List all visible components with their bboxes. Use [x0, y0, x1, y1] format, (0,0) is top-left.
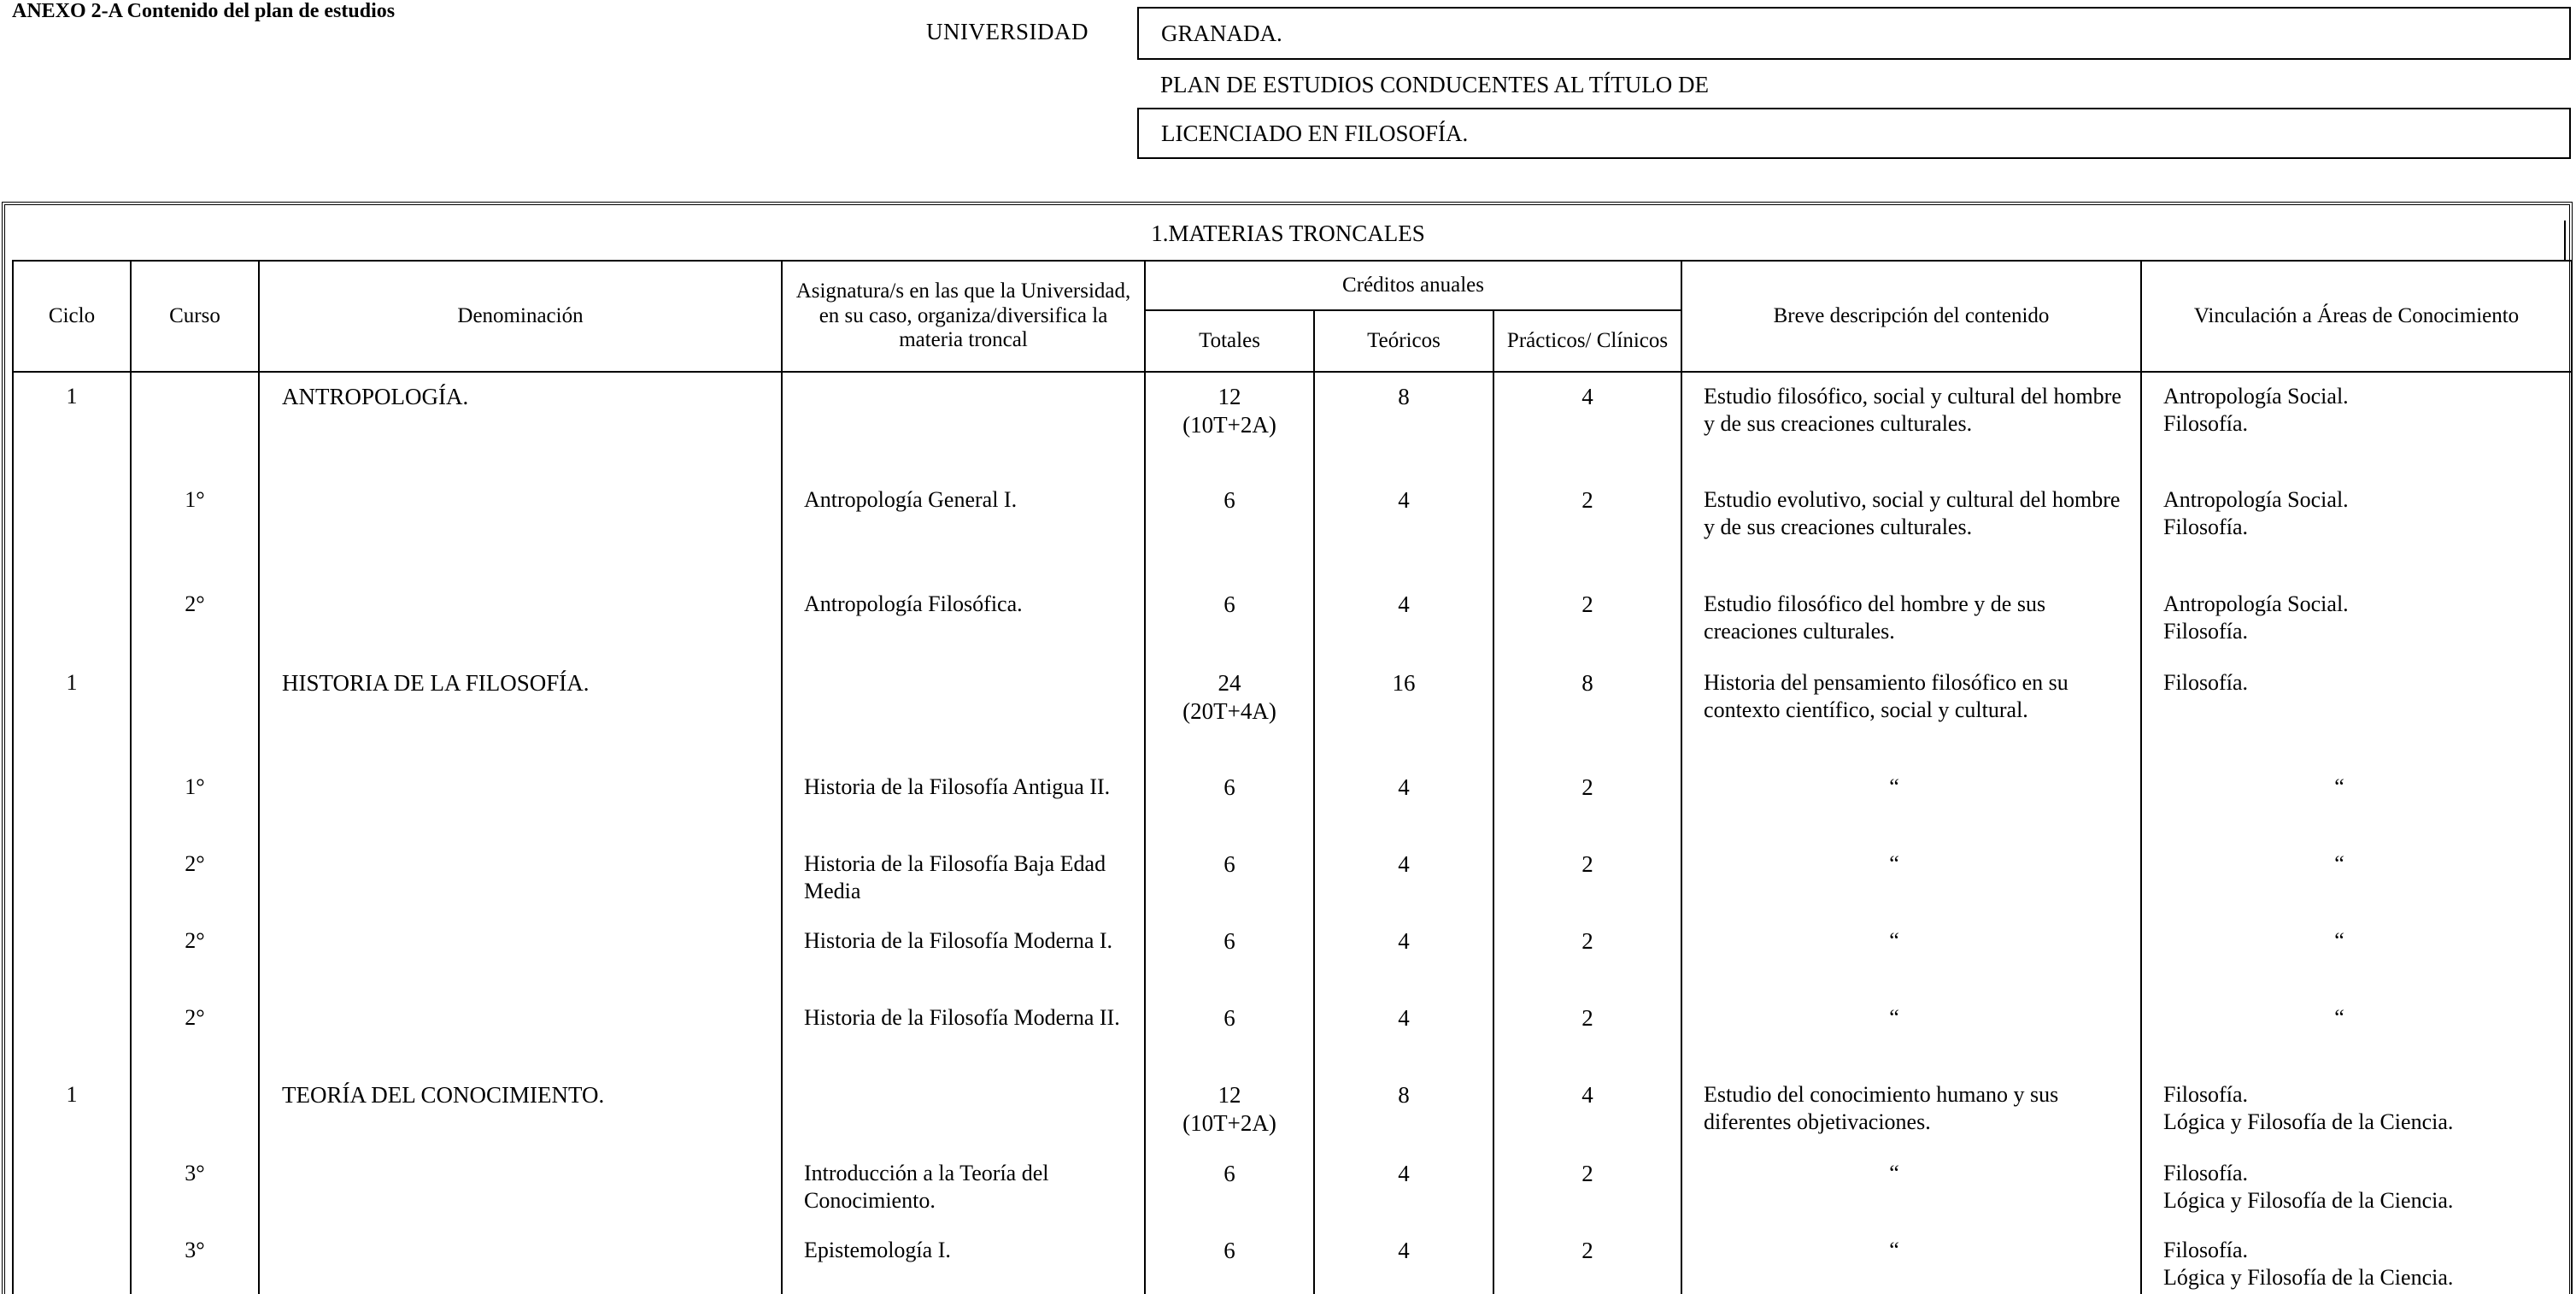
anexo-title: ANEXO 2-A Contenido del plan de estudios	[12, 0, 396, 22]
row-asignatura	[804, 1071, 1135, 1081]
row-practicos: 2	[1581, 1005, 1593, 1031]
table-row	[13, 476, 2572, 580]
titulo-value: LICENCIADO EN FILOSOFÍA.	[1161, 120, 1469, 146]
row-totales: 6	[1223, 851, 1235, 877]
table-row	[13, 372, 2572, 476]
row-asignatura: Historia de la Filosofía Moderna II.	[804, 1005, 1120, 1030]
row-curso: 2°	[185, 1005, 205, 1030]
row-descripcion: “	[1889, 1161, 1899, 1185]
col-header-asignatura: Asignatura/s en las que la Universidad, en su caso, organiza/diversifica la materia troncal	[782, 261, 1145, 372]
row-asignatura	[804, 373, 1135, 383]
table-row	[13, 659, 2572, 763]
row-ciclo	[14, 994, 130, 1004]
row-vinculacion: Filosofía.	[2163, 670, 2248, 695]
row-denominacion	[282, 994, 781, 1004]
section-title: 1.MATERIAS TRONCALES	[12, 221, 2566, 262]
col-header-curso: Curso	[131, 261, 259, 372]
row-vinculacion: Antropología Social. Filosofía.	[2163, 591, 2349, 644]
row-vinculacion: “	[2334, 774, 2344, 799]
col-header-vinculacion: Vinculación a Áreas de Conocimiento	[2141, 261, 2572, 372]
row-teoricos: 8	[1398, 1082, 1410, 1108]
row-ciclo	[14, 917, 130, 927]
row-denominacion	[282, 1226, 781, 1237]
row-practicos: 2	[1581, 1161, 1593, 1186]
row-descripcion: “	[1889, 774, 1899, 799]
row-practicos: 2	[1581, 591, 1593, 617]
row-descripcion: “	[1889, 1005, 1899, 1030]
row-asignatura: Historia de la Filosofía Moderna I.	[804, 928, 1113, 953]
row-vinculacion: “	[2334, 1005, 2344, 1030]
row-descripcion: Estudio evolutivo, social y cultural del hombre y de sus creaciones culturales.	[1704, 487, 2121, 540]
table-row	[13, 763, 2572, 840]
row-totales: 12 (10T+2A)	[1182, 1082, 1276, 1137]
row-teoricos: 4	[1398, 851, 1410, 877]
row-practicos: 2	[1581, 928, 1593, 954]
table-row	[13, 840, 2572, 917]
row-teoricos: 8	[1398, 384, 1410, 409]
row-vinculacion: Filosofía. Lógica y Filosofía de la Ciencia.	[2163, 1082, 2454, 1135]
row-ciclo	[14, 763, 130, 773]
row-denominacion	[282, 580, 781, 591]
row-teoricos: 16	[1392, 670, 1416, 696]
row-denominacion	[282, 917, 781, 927]
row-practicos: 2	[1581, 1238, 1593, 1263]
row-curso: 2°	[185, 851, 205, 876]
row-curso: 1°	[185, 487, 205, 512]
row-teoricos: 4	[1398, 487, 1410, 513]
row-teoricos: 4	[1398, 774, 1410, 800]
table-body	[13, 372, 2572, 1294]
row-totales: 6	[1223, 1238, 1235, 1263]
row-asignatura: Antropología General I.	[804, 487, 1018, 512]
row-ciclo	[14, 840, 130, 850]
row-asignatura: Antropología Filosófica.	[804, 591, 1023, 616]
row-descripcion: “	[1889, 1238, 1899, 1262]
table-row	[13, 1150, 2572, 1226]
row-vinculacion: Filosofía. Lógica y Filosofía de la Ciencia.	[2163, 1238, 2454, 1291]
row-practicos: 2	[1581, 851, 1593, 877]
row-practicos: 8	[1581, 670, 1593, 696]
row-totales: 6	[1223, 928, 1235, 954]
row-totales: 24 (20T+4A)	[1182, 670, 1276, 725]
row-denominacion: ANTROPOLOGÍA.	[282, 384, 469, 409]
universidad-label: UNIVERSIDAD	[926, 19, 1088, 44]
row-curso: 1°	[185, 774, 205, 799]
row-asignatura: Historia de la Filosofía Baja Edad Media	[804, 851, 1106, 904]
col-header-ciclo: Ciclo	[13, 261, 131, 372]
col-header-totales: Totales	[1145, 310, 1314, 372]
row-descripcion: Estudio filosófico, social y cultural del hombre y de sus creaciones culturales.	[1704, 384, 2121, 437]
row-ciclo	[14, 580, 130, 591]
table-row	[13, 994, 2572, 1071]
universidad-box	[1137, 7, 2571, 60]
row-descripcion: Historia del pensamiento filosófico en su contexto científico, social y cultural.	[1704, 670, 2068, 723]
row-asignatura: Epistemología I.	[804, 1238, 951, 1262]
row-totales: 6	[1223, 487, 1235, 513]
row-practicos: 4	[1581, 384, 1593, 409]
col-header-denominacion: Denominación	[259, 261, 782, 372]
materias-table-frame	[2, 202, 2573, 1294]
col-header-teoricos: Teóricos	[1314, 310, 1493, 372]
row-totales: 12 (10T+2A)	[1182, 384, 1276, 438]
row-curso: 2°	[185, 928, 205, 953]
row-vinculacion: Antropología Social. Filosofía.	[2163, 487, 2349, 540]
row-ciclo	[14, 1226, 130, 1237]
row-ciclo	[14, 1150, 130, 1160]
plan-label: PLAN DE ESTUDIOS CONDUCENTES AL TÍTULO DE	[1160, 72, 1709, 97]
row-curso	[132, 1071, 258, 1081]
row-practicos: 2	[1581, 774, 1593, 800]
row-curso: 3°	[185, 1161, 205, 1185]
row-ciclo: 1	[66, 1082, 78, 1107]
row-descripcion: Estudio filosófico del hombre y de sus creaciones culturales.	[1704, 591, 2046, 644]
row-totales: 6	[1223, 591, 1235, 617]
row-ciclo: 1	[66, 670, 78, 695]
row-descripcion: “	[1889, 928, 1899, 953]
row-asignatura: Introducción a la Teoría del Conocimiento.	[804, 1161, 1049, 1214]
row-teoricos: 4	[1398, 591, 1410, 617]
table-row	[13, 917, 2572, 994]
row-curso: 3°	[185, 1238, 205, 1262]
row-totales: 6	[1223, 1005, 1235, 1031]
row-curso: 2°	[185, 591, 205, 616]
row-teoricos: 4	[1398, 928, 1410, 954]
row-ciclo: 1	[66, 384, 78, 409]
row-vinculacion: “	[2334, 928, 2344, 953]
row-denominacion	[282, 840, 781, 850]
universidad-value: GRANADA.	[1161, 20, 1282, 46]
table-row	[13, 1226, 2572, 1294]
table-row	[13, 1071, 2572, 1150]
row-vinculacion: Antropología Social. Filosofía.	[2163, 384, 2349, 437]
row-practicos: 2	[1581, 487, 1593, 513]
row-vinculacion: Filosofía. Lógica y Filosofía de la Ciencia.	[2163, 1161, 2454, 1214]
row-ciclo	[14, 476, 130, 486]
titulo-box	[1137, 108, 2571, 159]
col-header-descripcion: Breve descripción del contenido	[1681, 261, 2141, 372]
table-row	[13, 580, 2572, 659]
row-teoricos: 4	[1398, 1161, 1410, 1186]
row-denominacion: HISTORIA DE LA FILOSOFÍA.	[282, 670, 590, 696]
row-totales: 6	[1223, 774, 1235, 800]
row-curso	[132, 659, 258, 669]
row-totales: 6	[1223, 1161, 1235, 1186]
row-denominacion	[282, 1150, 781, 1160]
row-descripcion: “	[1889, 851, 1899, 876]
row-asignatura	[804, 659, 1135, 669]
row-descripcion: Estudio del conocimiento humano y sus diferentes objetivaciones.	[1704, 1082, 2059, 1135]
row-asignatura: Historia de la Filosofía Antigua II.	[804, 774, 1111, 799]
row-practicos: 4	[1581, 1082, 1593, 1108]
row-denominacion	[282, 763, 781, 773]
row-teoricos: 4	[1398, 1238, 1410, 1263]
col-header-practicos: Prácticos/ Clínicos	[1493, 310, 1681, 372]
row-denominacion	[282, 476, 781, 486]
row-teoricos: 4	[1398, 1005, 1410, 1031]
row-curso	[132, 373, 258, 383]
row-vinculacion: “	[2334, 851, 2344, 876]
row-denominacion: TEORÍA DEL CONOCIMIENTO.	[282, 1082, 605, 1108]
col-header-creditos: Créditos anuales	[1145, 261, 1681, 310]
materias-table	[12, 260, 2573, 1294]
